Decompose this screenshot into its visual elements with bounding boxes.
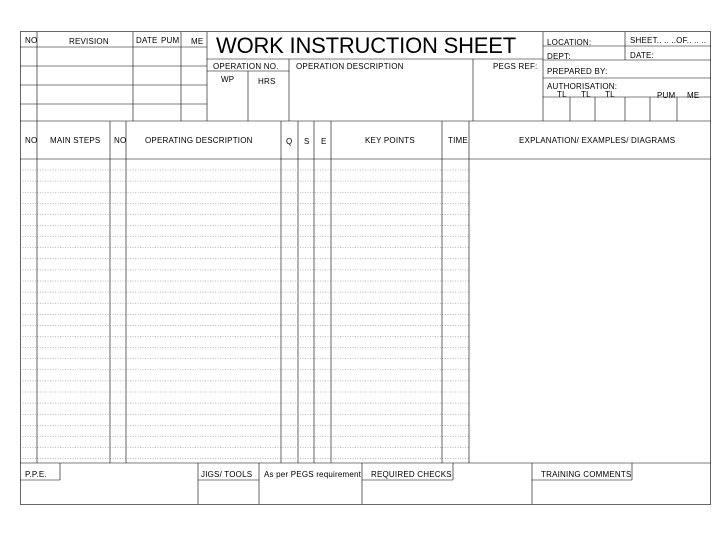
pegs-requirement-note: As per PEGS requirement (264, 470, 362, 479)
sheet-label: SHEET.. .. ..OF.. .. .. (630, 36, 707, 45)
required-checks-label: REQUIRED CHECKS (371, 470, 452, 479)
revision-date-header: DATE (136, 36, 158, 45)
prepared-by-label: PREPARED BY: (547, 67, 608, 76)
revision-pum-header: PUM (161, 36, 180, 45)
pegs-ref-label: PEGS REF: (493, 62, 538, 71)
hrs-label: HRS (258, 77, 276, 86)
key-points-header: KEY POINTS (365, 136, 415, 145)
wp-label: WP (221, 75, 235, 84)
s-header: S (304, 137, 310, 146)
steps-no-header: NO (25, 136, 38, 145)
explanation-header: EXPLANATION/ EXAMPLES/ DIAGRAMS (519, 136, 676, 145)
training-comments-label: TRAINING COMMENTS (541, 470, 632, 479)
ppe-label: P.P.E. (25, 470, 47, 479)
auth-col-tl-3: TL (605, 90, 615, 99)
operating-description-header: OPERATING DESCRIPTION (145, 136, 253, 145)
revision-no-header: NO (25, 36, 38, 45)
revision-me-header: ME (191, 37, 204, 46)
jigs-tools-label: JIGS/ TOOLS (201, 470, 253, 479)
auth-col-tl-2: TL (581, 90, 591, 99)
q-header: Q (286, 137, 293, 146)
sub-no-header: NO (114, 136, 127, 145)
location-label: LOCATION: (547, 38, 592, 47)
page-title: WORK INSTRUCTION SHEET (216, 33, 516, 58)
operation-no-label: OPERATION NO. (213, 62, 279, 71)
auth-col-pum: PUM (657, 91, 676, 100)
authorisation-label: AUTHORISATION: (547, 82, 618, 91)
e-header: E (321, 137, 327, 146)
main-steps-header: MAIN STEPS (50, 136, 101, 145)
auth-col-tl-1: TL (557, 90, 567, 99)
revision-header: REVISION (69, 37, 109, 46)
date-label: DATE: (630, 51, 654, 60)
time-header: TIME (448, 136, 468, 145)
dept-label: DEPT: (547, 52, 571, 61)
operation-description-label: OPERATION DESCRIPTION (296, 62, 404, 71)
auth-col-me: ME (687, 91, 700, 100)
